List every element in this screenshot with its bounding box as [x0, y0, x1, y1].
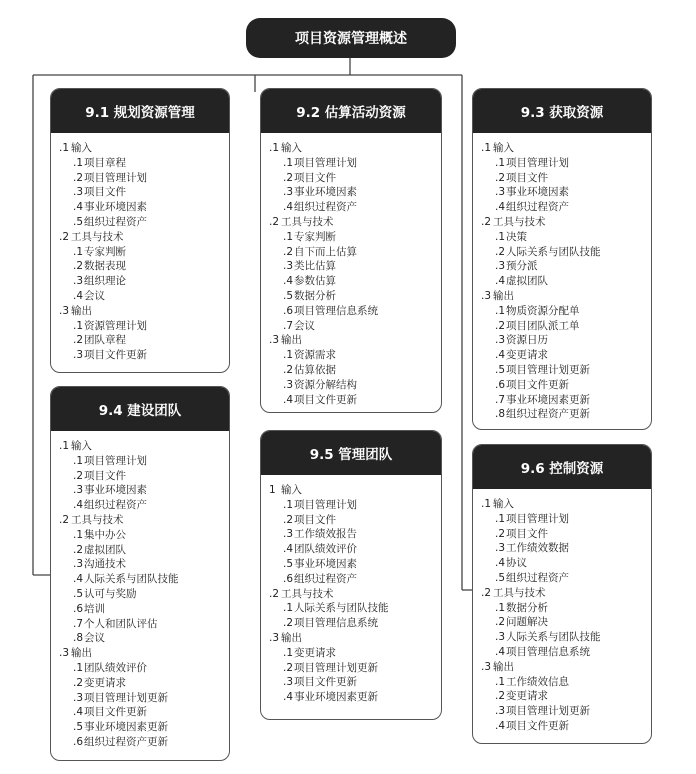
list-item: .7个人和团队评估: [73, 617, 158, 630]
process-box-9-1: [50, 88, 230, 373]
section-tools: .2 工具与技术: [269, 587, 334, 600]
list-item: .3沟通技术: [73, 558, 126, 571]
list-item: .4事业环境因素更新: [283, 691, 378, 704]
root-node: [246, 18, 456, 58]
list-item: .1资源需求: [283, 349, 336, 362]
section-inputs: 1 输入: [269, 484, 302, 496]
list-item: .1项目管理计划: [73, 454, 147, 467]
section-inputs: .1 输入: [269, 142, 302, 154]
list-item: .5事业环境因素更新: [73, 721, 168, 734]
list-item: .1集中办公: [73, 528, 126, 541]
list-item: .6项目管理信息系统: [283, 304, 378, 317]
root-title: 项目资源管理概述: [295, 31, 407, 47]
list-item: .2项目文件: [283, 513, 336, 526]
section-inputs: .1 输入: [59, 142, 92, 154]
process-title: 9.6 控制资源: [473, 445, 651, 489]
section-tools: .2 工具与技术: [59, 230, 124, 243]
process-title: 9.1 规划资源管理: [51, 89, 229, 133]
section-outputs: .3 输出: [269, 631, 302, 644]
list-item: .3事业环境因素: [73, 484, 147, 497]
list-item: .2变更请求: [73, 676, 126, 689]
list-item: .1数据分析: [495, 601, 548, 614]
process-title: 9.3 获取资源: [473, 89, 651, 133]
section-outputs: .3 输出: [481, 660, 514, 673]
list-item: .3项目文件更新: [283, 676, 357, 689]
list-item: .2自下而上估算: [283, 245, 357, 258]
section-tools: .2 工具与技术: [59, 513, 124, 526]
list-item: .1项目管理计划: [283, 156, 357, 169]
list-item: .1物质资源分配单: [495, 304, 580, 317]
list-item: .2人际关系与团队技能: [495, 245, 601, 258]
list-item: .4参数估算: [283, 275, 336, 288]
list-item: .6组织过程资产: [283, 572, 357, 585]
process-box-9-4: [50, 386, 230, 761]
list-item: .4项目文件更新: [73, 706, 147, 719]
process-title: 9.5 管理团队: [261, 431, 441, 475]
list-item: .1专家判断: [283, 230, 336, 243]
section-outputs: .3 输出: [269, 334, 302, 347]
list-item: .6培训: [73, 602, 105, 615]
list-item: .5组织过程资产: [495, 571, 569, 584]
list-item: .6项目文件更新: [495, 378, 569, 391]
list-item: .2项目文件: [283, 171, 336, 184]
list-item: .8会议: [73, 632, 105, 645]
section-inputs: .1 输入: [481, 498, 514, 510]
list-item: .4团队绩效评价: [283, 543, 357, 556]
list-item: .2项目管理信息系统: [283, 617, 378, 630]
list-item: .4人际关系与团队技能: [73, 573, 179, 586]
list-item: .2数据表现: [73, 260, 126, 273]
list-item: .3资源分解结构: [283, 378, 357, 391]
process-title: 9.4 建设团队: [51, 387, 229, 431]
section-inputs: .1 输入: [481, 142, 514, 154]
list-item: .4项目管理信息系统: [495, 645, 590, 658]
list-item: .1资源管理计划: [73, 319, 147, 332]
list-item: .1决策: [495, 230, 527, 243]
section-outputs: .3 输出: [59, 304, 92, 317]
list-item: .4组织过程资产: [283, 201, 357, 214]
section-outputs: .3 输出: [59, 647, 92, 660]
list-item: .7事业环境因素更新: [495, 393, 590, 406]
list-item: .3项目文件: [73, 186, 126, 199]
list-item: .3人际关系与团队技能: [495, 631, 601, 644]
process-box-9-6: [472, 444, 652, 744]
list-item: .2项目文件: [495, 171, 548, 184]
section-tools: .2 工具与技术: [269, 215, 334, 228]
list-item: .8组织过程资产更新: [495, 408, 590, 421]
list-item: .4事业环境因素: [73, 201, 147, 214]
list-item: .1工作绩效信息: [495, 675, 569, 688]
process-box-9-3: [472, 88, 652, 430]
list-item: .1专家判断: [73, 245, 126, 258]
list-item: .3项目文件更新: [73, 349, 147, 362]
list-item: .3工作绩效报告: [283, 528, 357, 541]
list-item: .6组织过程资产更新: [73, 735, 168, 748]
list-item: .1项目管理计划: [283, 498, 357, 511]
list-item: .2项目文件: [495, 527, 548, 540]
list-item: .2估算依据: [283, 363, 336, 376]
list-item: .3项目管理计划更新: [73, 691, 168, 704]
list-item: .3组织理论: [73, 275, 126, 288]
list-item: .2团队章程: [73, 334, 126, 347]
list-item: .3事业环境因素: [495, 186, 569, 199]
list-item: .2问题解决: [495, 616, 548, 629]
list-item: .1团队绩效评价: [73, 661, 147, 674]
list-item: .2项目管理计划更新: [283, 661, 378, 674]
list-item: .3事业环境因素: [283, 186, 357, 199]
list-item: .5数据分析: [283, 289, 336, 302]
list-item: .2虚拟团队: [73, 543, 126, 556]
section-tools: .2 工具与技术: [481, 215, 546, 228]
list-item: .5项目管理计划更新: [495, 363, 590, 376]
list-item: .4项目文件更新: [495, 719, 569, 732]
list-item: .1人际关系与团队技能: [283, 602, 389, 615]
list-item: .1变更请求: [283, 646, 336, 659]
section-tools: .2 工具与技术: [481, 586, 546, 599]
list-item: .3工作绩效数据: [495, 542, 569, 555]
process-box-9-2: [260, 88, 442, 413]
list-item: .4虚拟团队: [495, 275, 548, 288]
list-item: .5组织过程资产: [73, 215, 147, 228]
list-item: .5事业环境因素: [283, 557, 357, 570]
list-item: .4组织过程资产: [495, 201, 569, 214]
list-item: .4项目文件更新: [283, 393, 357, 406]
list-item: .2项目管理计划: [73, 171, 147, 184]
list-item: .4协议: [495, 557, 527, 570]
list-item: .4变更请求: [495, 349, 548, 362]
process-title: 9.2 估算活动资源: [261, 89, 441, 133]
list-item: .3预分派: [495, 260, 538, 273]
list-item: .7会议: [283, 319, 315, 332]
list-item: .4组织过程资产: [73, 499, 147, 512]
list-item: .2项目团队派工单: [495, 319, 580, 332]
list-item: .2变更请求: [495, 690, 548, 703]
list-item: .1项目管理计划: [495, 156, 569, 169]
process-box-9-5: [260, 430, 442, 720]
list-item: .3资源日历: [495, 334, 548, 347]
list-item: .1项目管理计划: [495, 512, 569, 525]
list-item: .1项目章程: [73, 156, 126, 169]
section-outputs: .3 输出: [481, 289, 514, 302]
list-item: .5认可与奖励: [73, 587, 137, 600]
list-item: .3项目管理计划更新: [495, 705, 590, 718]
section-inputs: .1 输入: [59, 440, 92, 452]
list-item: .4会议: [73, 289, 105, 302]
list-item: .2项目文件: [73, 469, 126, 482]
list-item: .3类比估算: [283, 260, 336, 273]
